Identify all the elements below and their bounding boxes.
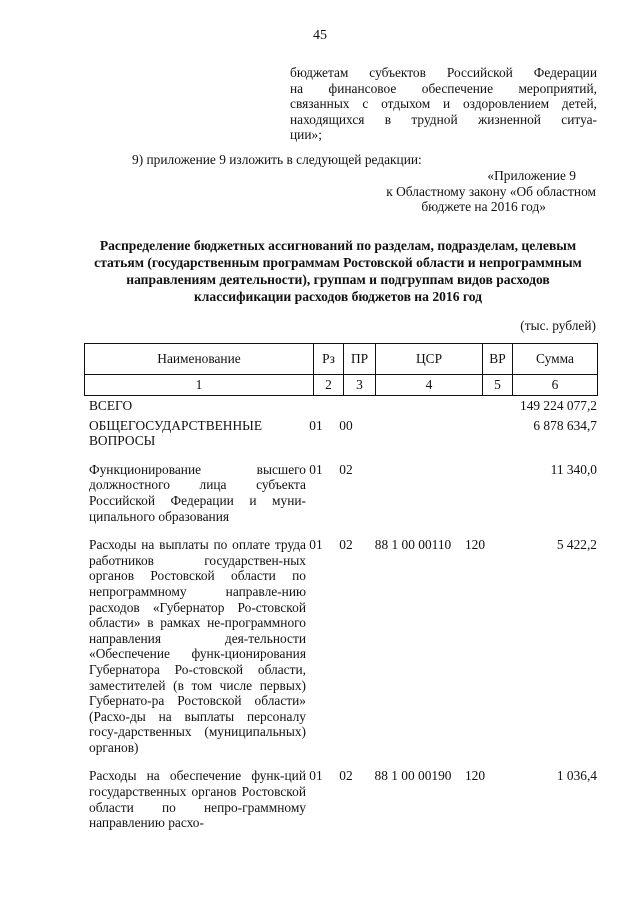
- row-name: ОБЩЕГОСУДАРСТВЕННЫЕ ВОПРОСЫ: [89, 417, 263, 449]
- row-name: ВСЕГО: [89, 398, 133, 413]
- table-row: [84, 462, 598, 524]
- intro-line: на финансовое обеспечение мероприятий,: [290, 80, 597, 96]
- column-number: 3: [344, 375, 376, 396]
- column-number-row: [85, 375, 598, 396]
- table-body: [84, 398, 598, 844]
- header-pr: ПР: [344, 344, 376, 375]
- document-title: Распределение бюджетных ассигнований по разделам, подразделам, целевым статьям (государственным программам Ростовской области и непрограммным направлениям деятельности), группам и подгруппам видов расходов классификации расходов бюджетов на 2016 год: [94, 238, 582, 304]
- row-sum: 5 422,2: [556, 537, 597, 553]
- row-csr: 88 1 00 00190: [374, 768, 452, 784]
- column-number: 1: [85, 375, 314, 396]
- row-rz: 01: [309, 537, 323, 553]
- amendment-item: 9) приложение 9 изложить в следующей редакции:: [132, 152, 422, 167]
- header-name: Наименование: [85, 344, 314, 375]
- intro-line: связанных с отдыхом и оздоровлением детей,: [290, 96, 597, 112]
- header-row: [85, 344, 598, 375]
- row-sum: 1 036,4: [556, 768, 597, 784]
- row-pr: 02: [339, 461, 353, 477]
- row-vr: 120: [464, 768, 486, 784]
- row-csr: [366, 398, 460, 414]
- row-name: Расходы на выплаты по оплате труда работников государствен-ных органов Ростовской области по непрограммному направле-нию расходов «Губернатор Ро-стовской области» в рамках не-программного направления дея-тельности «Обеспечение функ-ционирования Губернатора Ро-стовской области, заместителей (в том числе первых) Губернато-ра Ростовской области» (Расхо-ды на выплаты персоналу госу-дарственных (муниципальных) органов): [89, 537, 306, 755]
- header-vr: ВР: [483, 344, 513, 375]
- row-rz: 01: [309, 768, 323, 784]
- row-vr: [460, 418, 490, 449]
- row-vr: 120: [464, 537, 486, 553]
- row-vr: [460, 398, 490, 414]
- row-sum: 11 340,0: [550, 461, 597, 477]
- row-csr: [366, 462, 460, 524]
- appendix-law-ref: к Областному закону «Об областном: [386, 183, 596, 199]
- intro-tail-paragraph: [290, 65, 597, 143]
- row-sum: 149 224 077,2: [520, 398, 597, 413]
- row-csr: 88 1 00 00110: [374, 537, 452, 553]
- row-pr: 02: [339, 537, 353, 553]
- header-csr: ЦСР: [376, 344, 483, 375]
- intro-line: ции»;: [290, 127, 322, 143]
- table-row: [84, 768, 598, 830]
- header-sum: Сумма: [513, 344, 598, 375]
- table-row: [84, 398, 598, 414]
- row-pr: [326, 398, 366, 414]
- header-rz: Рз: [314, 344, 344, 375]
- column-number: 6: [513, 375, 598, 396]
- appendix-header: [300, 168, 596, 215]
- table-row: [84, 537, 598, 755]
- row-name: Расходы на обеспечение функ-ций государственных органов Ростовской области по непро-граммному направлению расхо-: [89, 768, 306, 831]
- row-name: Функционирование высшего должностного лица субъекта Российской Федерации и муни-ципального образования: [89, 461, 306, 524]
- row-pr: 02: [339, 768, 353, 784]
- table-header: [84, 343, 598, 396]
- column-number: 4: [376, 375, 483, 396]
- units-label: (тыс. рублей): [520, 318, 596, 333]
- row-rz: [306, 398, 326, 414]
- row-sum: 6 878 634,7: [533, 417, 597, 433]
- appendix-law-ref-cont: бюджете на 2016 год»: [421, 199, 546, 215]
- table-row: [84, 418, 598, 449]
- row-pr: 00: [339, 417, 353, 433]
- row-vr: [460, 462, 490, 524]
- intro-line: находящихся в трудной жизненной ситуа-: [290, 111, 597, 127]
- column-number: 5: [483, 375, 513, 396]
- intro-line: бюджетам субъектов Российской Федерации: [290, 65, 597, 80]
- column-number: 2: [314, 375, 344, 396]
- row-csr: [366, 418, 460, 449]
- row-rz: 01: [309, 417, 323, 433]
- page-number: 45: [313, 28, 327, 43]
- appendix-label: «Приложение 9: [487, 168, 576, 183]
- row-rz: 01: [309, 461, 323, 477]
